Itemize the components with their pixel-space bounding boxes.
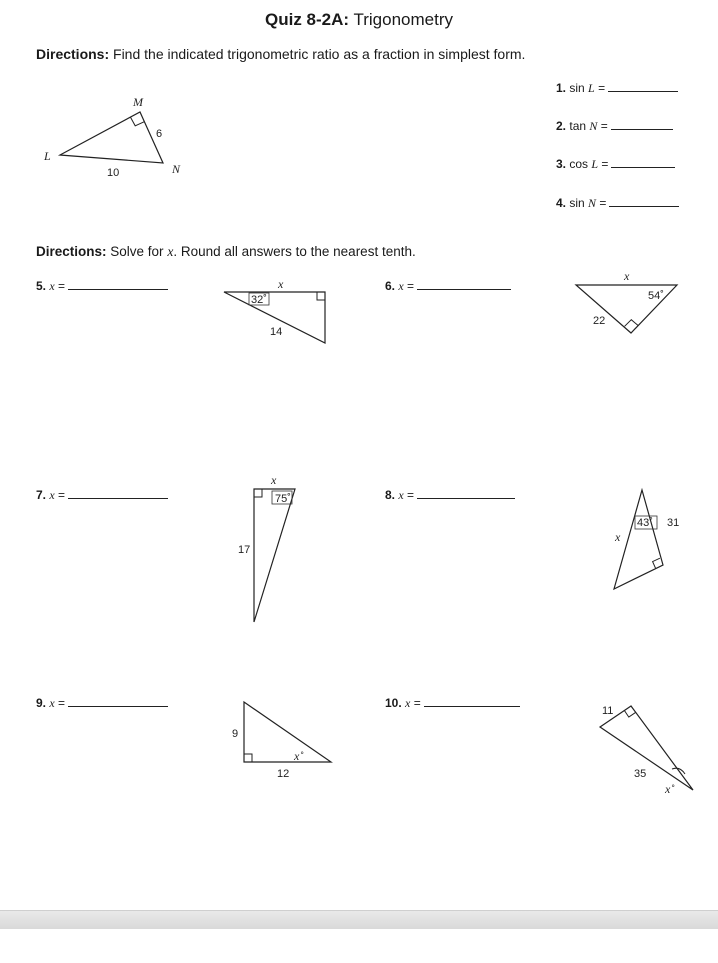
fig9-x-label: x˚ (294, 749, 304, 763)
problem-9: 9. x = (36, 695, 168, 711)
figure-8 (614, 490, 679, 589)
fig7-x-label: x (271, 473, 277, 487)
vertex-n: N (172, 162, 181, 176)
fig5-side-label: 14 (270, 326, 283, 338)
figure-5 (224, 277, 325, 343)
directions-label: Directions: (36, 46, 110, 62)
directions-text: Find the indicated trigonometric ratio as a fraction in simplest form. (113, 46, 526, 62)
fig9-side-a-label: 9 (232, 728, 239, 740)
right-angle-mark-7 (254, 489, 262, 497)
problem-6: 6. x = (385, 278, 511, 294)
fig8-side-label: 31 (667, 517, 680, 529)
question-2: 2. tan N = (556, 118, 673, 134)
side-ln-label: 10 (107, 167, 120, 179)
fig10-side-a-label: 11 (602, 705, 614, 717)
quiz-number: Quiz 8-2A: (265, 10, 350, 29)
fig5-angle-label: 32˚ (251, 294, 267, 306)
quiz-topic: Trigonometry (353, 10, 453, 29)
vertex-l: L (44, 149, 51, 163)
fig8-x-label: x (615, 530, 621, 544)
problem-5: 5. x = (36, 278, 168, 294)
fig6-angle-label: 54˚ (648, 290, 664, 302)
fig6-x-label: x (624, 269, 630, 283)
figure-6 (576, 269, 677, 333)
question-1: 1. sin L = (556, 80, 678, 96)
fig10-side-b-label: 35 (634, 768, 647, 780)
right-angle-mark-10 (624, 711, 635, 718)
bottom-bar (0, 910, 718, 929)
fig7-side-label: 17 (238, 544, 251, 556)
figure-7 (238, 473, 295, 622)
figure-10 (600, 705, 693, 796)
directions-label-2: Directions: (36, 244, 107, 259)
fig7-angle-label: 75˚ (275, 493, 291, 505)
problem-8: 8. x = (385, 487, 515, 503)
directions-solve: Directions: Solve for x. Round all answers to the nearest tenth. (36, 244, 416, 259)
vertex-m: M (133, 95, 143, 109)
problem-10: 10. x = (385, 695, 520, 711)
question-4: 4. sin N = (556, 195, 679, 211)
figure-9 (232, 702, 331, 780)
fig8-angle-label: 43˚ (637, 517, 653, 529)
side-mn-label: 6 (156, 128, 163, 140)
problem-7: 7. x = (36, 487, 168, 503)
fig6-side-label: 22 (593, 315, 606, 327)
right-angle-mark-9 (244, 754, 252, 762)
fig5-x-label: x (278, 277, 284, 291)
fig10-x-label: x˚ (665, 782, 675, 796)
fig9-side-b-label: 12 (277, 768, 290, 780)
right-angle-mark-5 (317, 292, 325, 300)
right-angle-mark-6 (625, 320, 639, 327)
question-3: 3. cos L = (556, 156, 675, 172)
